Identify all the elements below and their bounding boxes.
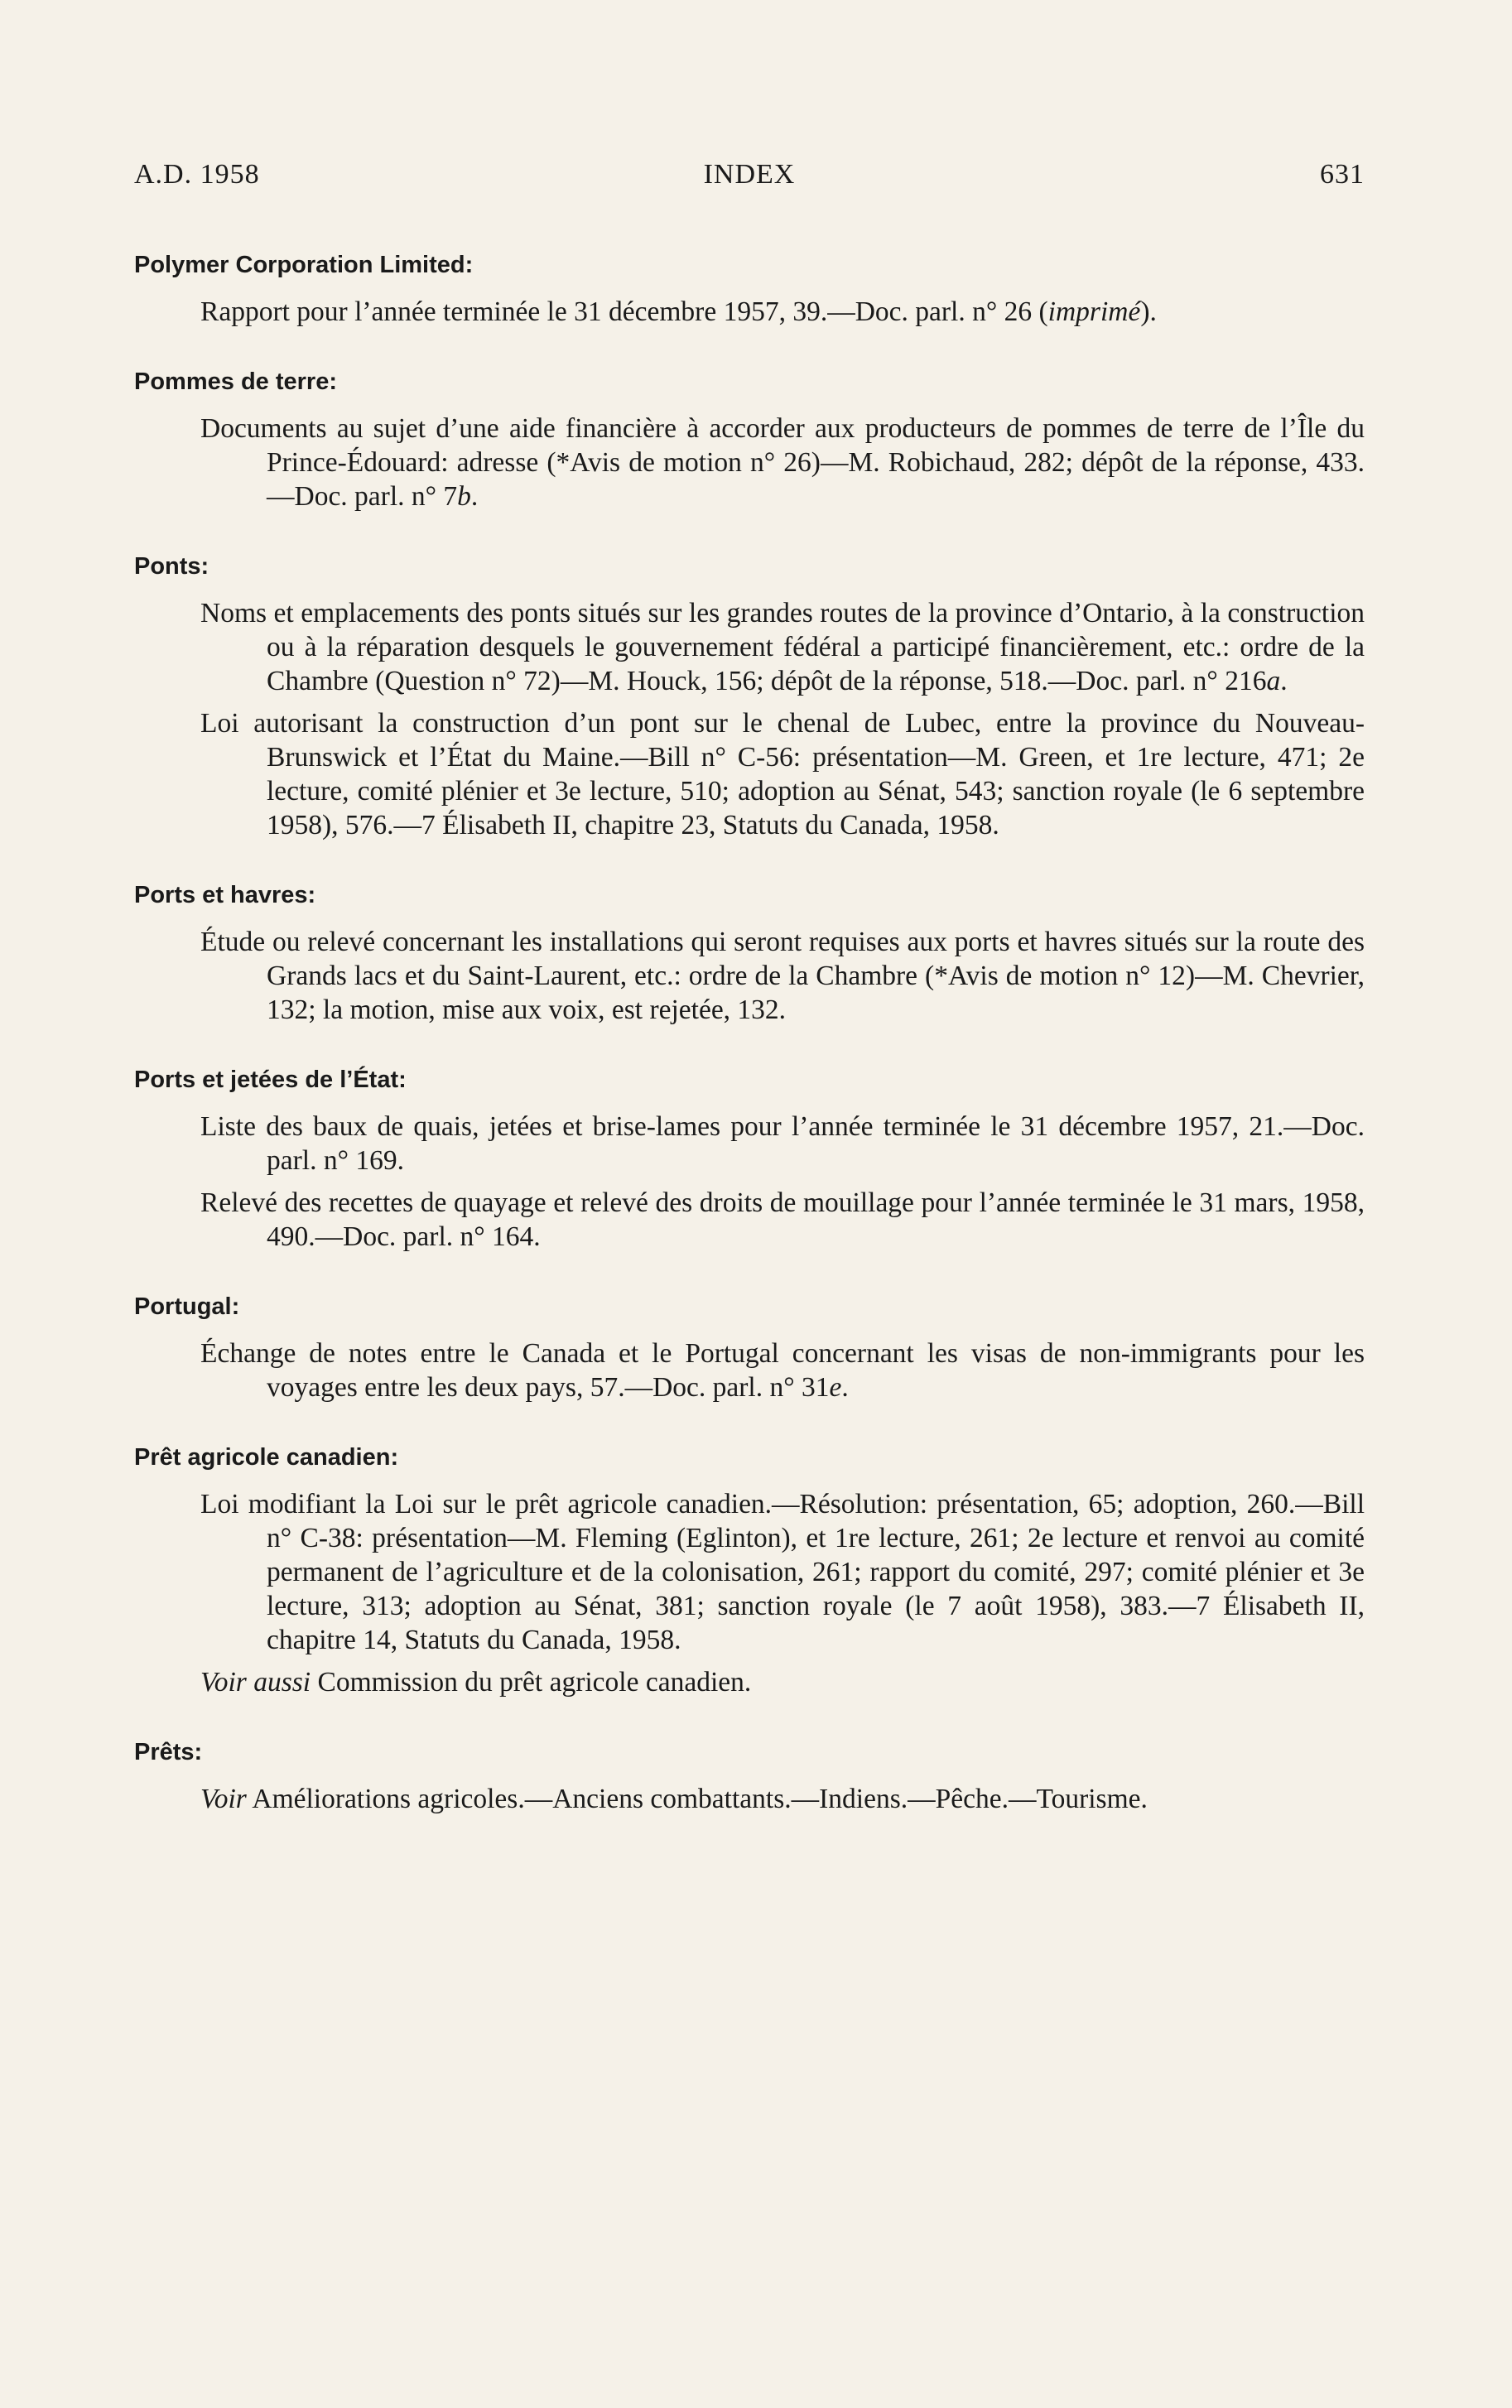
index-entry — [134, 1290, 1365, 1404]
entry-text: Liste des baux de quais, jetées et brise-lames pour l’année terminée le 31 décembre 1957, 21.—Doc. parl. n° 169. — [200, 1111, 1365, 1176]
entry-text: Loi modifiant la Loi sur le prêt agricole canadien.—Résolution: présentation, 65; adoption, 260.—Bill n° C-38: présentation—M. Fleming (Eglinton), et 1re lecture, 261; 2e lecture et renvoi au comité permanent de l’agriculture et de la colonisation, 261; rapport du comité, 297; comité plénier et 3e lecture, 313; adoption au Sénat, 381; sanction royale (le 7 août 1958), 383.—7 Élisabeth II, chapitre 14, Statuts du Canada, 1958. — [200, 1489, 1365, 1655]
index-entry — [134, 879, 1365, 1027]
entry-heading: Prêt agricole canadien: — [134, 1444, 399, 1471]
index-entry — [134, 1736, 1365, 1816]
entry-heading: Ports et havres: — [134, 882, 316, 908]
index-entry — [134, 1441, 1365, 1699]
entry-text: Étude ou relevé concernant les installations qui seront requises aux ports et havres situés sur la route des Grands lacs et du Saint-Laurent, etc.: ordre de la Chambre (*Avis de motion n° 12)—M. Chevrier, 132; la motion, mise aux voix, est rejetée, 132. — [200, 927, 1365, 1025]
see-also-reference: Voir aussi Commission du prêt agricole canadien. — [200, 1667, 752, 1698]
index-entry — [134, 1063, 1365, 1254]
entry-text: Noms et emplacements des ponts situés sur les grandes routes de la province d’Ontario, à la construction ou à la réparation desquels le gouvernement fédéral a participé financièrement, etc.: ordre de la Chambre (Question n° 72)—M. Houck, 156; dépôt de la réponse, 518.—Doc. parl. n° 216a. — [200, 598, 1365, 696]
entry-heading: Ponts: — [134, 553, 209, 580]
index-entry — [134, 550, 1365, 842]
entry-text: Échange de notes entre le Canada et le Portugal concernant les visas de non-immigrants pour les voyages entre les deux pays, 57.—Doc. parl. n° 31e. — [200, 1338, 1365, 1403]
entry-text: Relevé des recettes de quayage et relevé des droits de mouillage pour l’année terminée le 31 mars, 1958, 490.—Doc. parl. n° 164. — [200, 1187, 1365, 1252]
entry-heading: Polymer Corporation Limited: — [134, 252, 474, 278]
header-year: A.D. 1958 — [134, 159, 260, 190]
index-entry — [134, 365, 1365, 513]
index-entries — [134, 248, 1365, 1852]
header-title: INDEX — [703, 159, 796, 190]
entry-text: Documents au sujet d’une aide financière à accorder aux producteurs de pommes de terre de l’Île du Prince-Édouard: adresse (*Avis de motion n° 26)—M. Robichaud, 282; dépôt de la réponse, 433.—Doc. parl. n° 7b. — [200, 413, 1365, 512]
see-reference: Voir Améliorations agricoles.—Anciens combattants.—Indiens.—Pêche.—Tourisme. — [200, 1784, 1148, 1814]
running-head — [134, 159, 1365, 195]
entry-heading: Ports et jetées de l’État: — [134, 1067, 407, 1093]
entry-text: Rapport pour l’année terminée le 31 décembre 1957, 39.—Doc. parl. n° 26 (imprimé). — [200, 296, 1157, 327]
index-entry — [134, 248, 1365, 329]
entry-heading: Prêts: — [134, 1739, 203, 1765]
page-number: 631 — [1320, 159, 1365, 190]
entry-heading: Pommes de terre: — [134, 368, 337, 395]
entry-text: Loi autorisant la construction d’un pont sur le chenal de Lubec, entre la province du Nouveau-Brunswick et l’État du Maine.—Bill n° C-56: présentation—M. Green, et 1re lecture, 471; 2e lecture, comité plénier et 3e lecture, 510; adoption au Sénat, 543; sanction royale (le 6 septembre 1958), 576.—7 Élisabeth II, chapitre 23, Statuts du Canada, 1958. — [200, 708, 1365, 840]
entry-heading: Portugal: — [134, 1293, 240, 1320]
